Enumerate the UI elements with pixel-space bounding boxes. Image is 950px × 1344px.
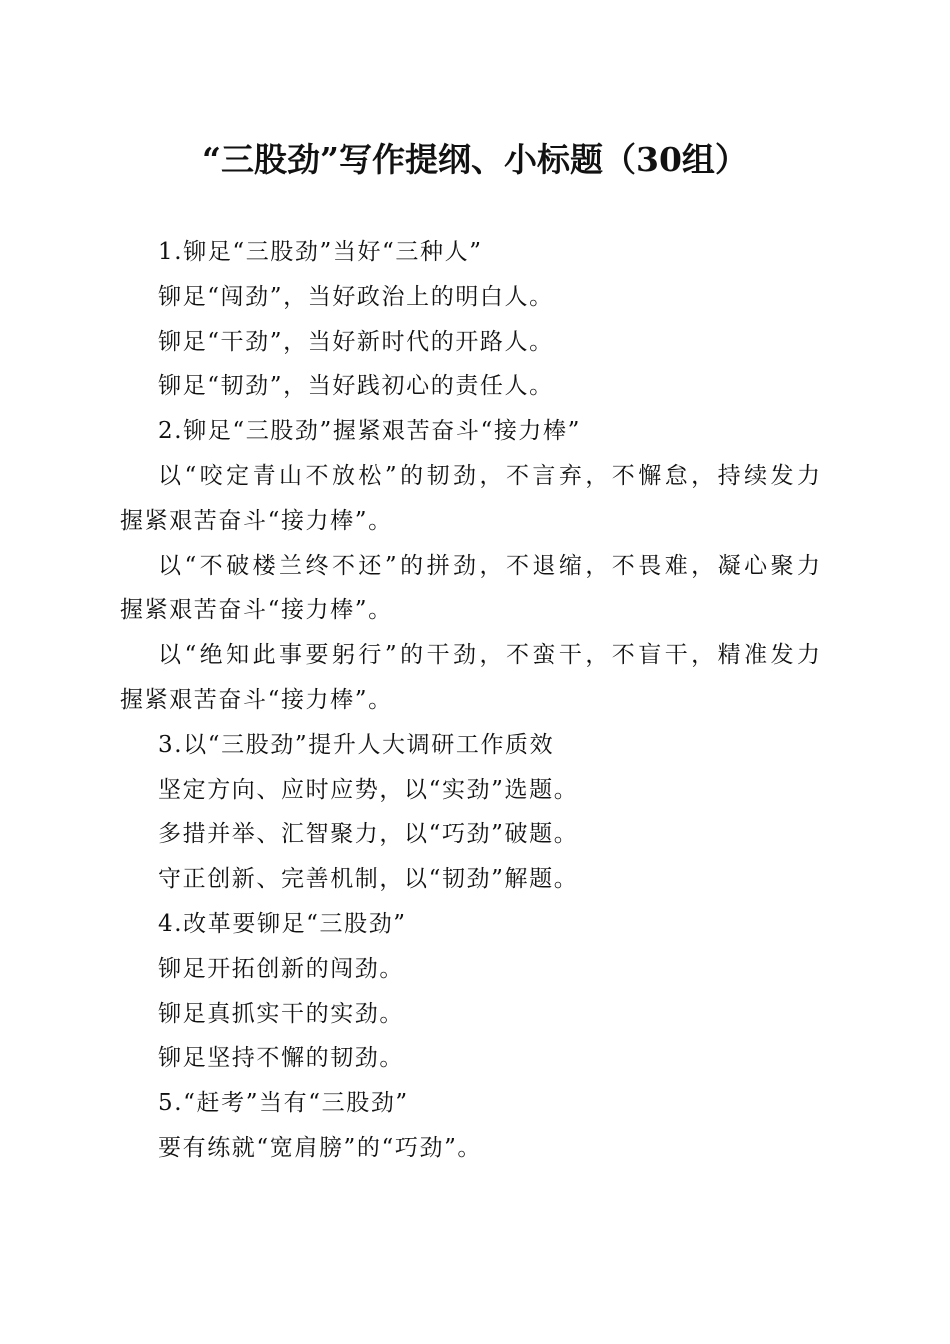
document-body: [120, 230, 820, 1171]
paragraph-line: 多措并举、汇智聚力，以“巧劲”破题。: [158, 821, 579, 848]
paragraph-line: 铆足坚持不懈的韧劲。: [158, 1045, 404, 1072]
paragraph-line: 铆足“韧劲”，当好践初心的责任人。: [158, 373, 554, 400]
paragraph-line: 守正创新、完善机制，以“韧劲”解题。: [158, 866, 579, 893]
paragraph-line: 坚定方向、应时应势，以“实劲”选题。: [158, 776, 579, 803]
section-heading: 1.铆足“三股劲”当好“三种人”: [158, 239, 483, 265]
paragraph-line: 以“咬定青山不放松”的韧劲，不言弃，不懈怠，持续发力: [158, 462, 820, 489]
section-heading: 3.以“三股劲”提升人大调研工作质效: [158, 731, 555, 758]
paragraph-line: 握紧艰苦奋斗“接力棒”。: [120, 686, 393, 713]
section-heading: 2.铆足“三股劲”握紧艰苦奋斗“接力棒”: [158, 418, 581, 445]
paragraph-line: 铆足“干劲”，当好新时代的开路人。: [158, 328, 554, 355]
section-heading: 5.“赶考”当有“三股劲”: [158, 1090, 409, 1117]
paragraph-line: 要有练就“宽肩膀”的“巧劲”。: [158, 1134, 483, 1161]
paragraph-line: 以“绝知此事要躬行”的干劲，不蛮干，不盲干，精准发力: [158, 642, 820, 669]
paragraph-line: 铆足“闯劲”，当好政治上的明白人。: [158, 283, 554, 310]
paragraph-line: 铆足开拓创新的闯劲。: [158, 955, 404, 982]
paragraph-line: 以“不破楼兰终不还”的拼劲，不退缩，不畏难，凝心聚力: [158, 552, 820, 579]
paragraph-line: 握紧艰苦奋斗“接力棒”。: [120, 507, 393, 534]
paragraph-line: 握紧艰苦奋斗“接力棒”。: [120, 597, 393, 624]
paragraph-line: 铆足真抓实干的实劲。: [158, 1000, 404, 1027]
document-title: “三股劲”写作提纲、小标题（30组）: [202, 140, 748, 179]
section-heading: 4.改革要铆足“三股劲”: [158, 910, 407, 937]
